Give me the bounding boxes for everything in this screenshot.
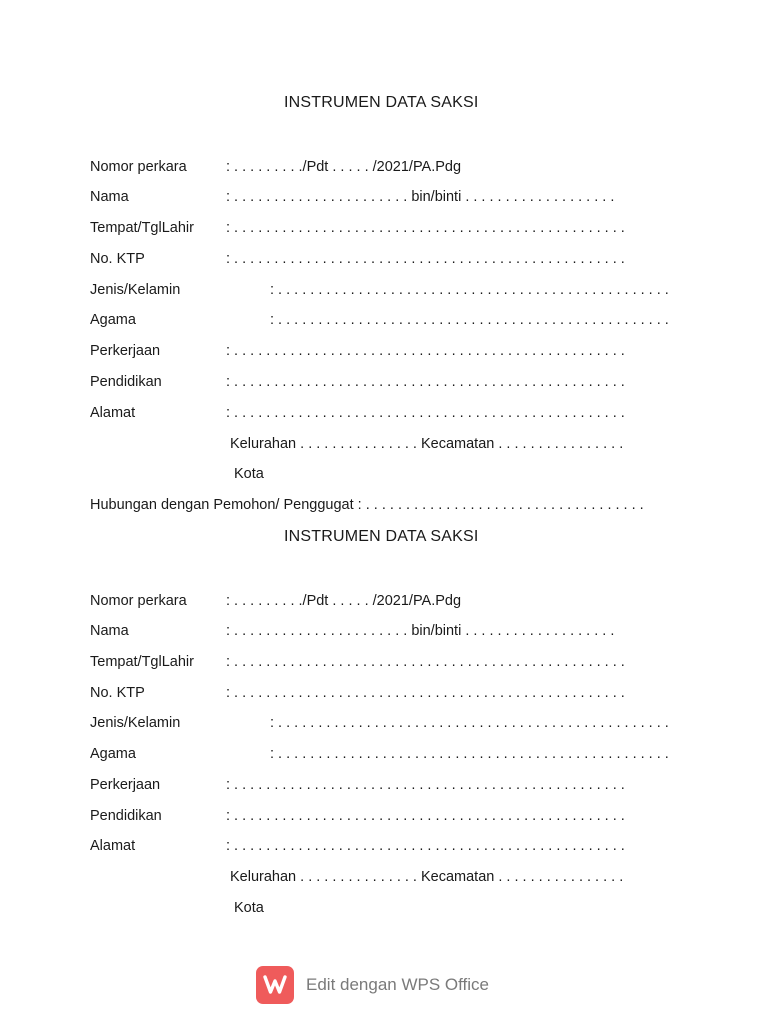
field-pendidikan: : . . . . . . . . . . . . . . . . . . . . . . . . . . . . . . . . . . . . . . . . . . . . . . . . . (226, 808, 625, 824)
field-agama: : . . . . . . . . . . . . . . . . . . . . . . . . . . . . . . . . . . . . . . . . . . . . . . . . . (270, 312, 669, 328)
label-jenis-kelamin: Jenis/Kelamin (90, 282, 181, 298)
label-tempat-tgl-lahir: Tempat/TglLahir (90, 654, 194, 670)
field-kota: Kota (234, 900, 264, 916)
label-perkerjaan: Perkerjaan (90, 777, 161, 793)
field-nama: : . . . . . . . . . . . . . . . . . . . . . . bin/binti . . . . . . . . . . . . . . . . . . . (226, 623, 615, 639)
field-agama: : . . . . . . . . . . . . . . . . . . . . . . . . . . . . . . . . . . . . . . . . . . . . . . . . . (270, 746, 669, 762)
label-nomor-perkara: Nomor perkara (90, 159, 187, 175)
field-kelurahan-kecamatan: Kelurahan . . . . . . . . . . . . . . . Kecamatan . . . . . . . . . . . . . . . . (230, 436, 624, 452)
field-kelurahan-kecamatan: Kelurahan . . . . . . . . . . . . . . . Kecamatan . . . . . . . . . . . . . . . . (230, 869, 624, 885)
label-agama: Agama (90, 746, 136, 762)
field-tempat-tgl-lahir: : . . . . . . . . . . . . . . . . . . . . . . . . . . . . . . . . . . . . . . . . . . . . . . . . . (226, 654, 625, 670)
label-perkerjaan: Perkerjaan (90, 343, 161, 359)
label-pendidikan: Pendidikan (90, 374, 162, 390)
label-nama: Nama (90, 623, 129, 639)
field-tempat-tgl-lahir: : . . . . . . . . . . . . . . . . . . . . . . . . . . . . . . . . . . . . . . . . . . . . . . . . . (226, 220, 625, 236)
field-hubungan: Hubungan dengan Pemohon/ Penggugat : . . . . . . . . . . . . . . . . . . . . . . . . . . . . . . . . . . . (90, 497, 644, 513)
field-nama: : . . . . . . . . . . . . . . . . . . . . . . bin/binti . . . . . . . . . . . . . . . . . . . (226, 189, 615, 205)
field-alamat: : . . . . . . . . . . . . . . . . . . . . . . . . . . . . . . . . . . . . . . . . . . . . . . . . . (226, 405, 625, 421)
field-kota: Kota (234, 466, 264, 482)
field-nomor-perkara: : . . . . . . . . ./Pdt . . . . . /2021/PA.Pdg (226, 159, 462, 175)
field-alamat: : . . . . . . . . . . . . . . . . . . . . . . . . . . . . . . . . . . . . . . . . . . . . . . . . . (226, 838, 625, 854)
label-jenis-kelamin: Jenis/Kelamin (90, 715, 181, 731)
field-perkerjaan: : . . . . . . . . . . . . . . . . . . . . . . . . . . . . . . . . . . . . . . . . . . . . . . . . . (226, 777, 625, 793)
label-no-ktp: No. KTP (90, 251, 145, 267)
wps-office-logo-icon (256, 966, 294, 1004)
label-pendidikan: Pendidikan (90, 808, 162, 824)
field-nomor-perkara: : . . . . . . . . ./Pdt . . . . . /2021/PA.Pdg (226, 593, 462, 609)
label-nama: Nama (90, 189, 129, 205)
field-pendidikan: : . . . . . . . . . . . . . . . . . . . . . . . . . . . . . . . . . . . . . . . . . . . . . . . . . (226, 374, 625, 390)
label-nomor-perkara: Nomor perkara (90, 593, 187, 609)
field-no-ktp: : . . . . . . . . . . . . . . . . . . . . . . . . . . . . . . . . . . . . . . . . . . . . . . . . . (226, 251, 625, 267)
field-jenis-kelamin: : . . . . . . . . . . . . . . . . . . . . . . . . . . . . . . . . . . . . . . . . . . . . . . . . . (270, 715, 669, 731)
field-jenis-kelamin: : . . . . . . . . . . . . . . . . . . . . . . . . . . . . . . . . . . . . . . . . . . . . . . . . . (270, 282, 669, 298)
label-tempat-tgl-lahir: Tempat/TglLahir (90, 220, 194, 236)
section-1-title: INSTRUMEN DATA SAKSI (284, 94, 479, 111)
wps-edit-label[interactable]: Edit dengan WPS Office (306, 975, 490, 994)
wps-edit-banner[interactable] (256, 965, 489, 1005)
label-agama: Agama (90, 312, 136, 328)
section-2-title: INSTRUMEN DATA SAKSI (284, 528, 479, 545)
field-perkerjaan: : . . . . . . . . . . . . . . . . . . . . . . . . . . . . . . . . . . . . . . . . . . . . . . . . . (226, 343, 625, 359)
field-no-ktp: : . . . . . . . . . . . . . . . . . . . . . . . . . . . . . . . . . . . . . . . . . . . . . . . . . (226, 685, 625, 701)
label-alamat: Alamat (90, 405, 136, 421)
label-no-ktp: No. KTP (90, 685, 145, 701)
label-alamat: Alamat (90, 838, 136, 854)
